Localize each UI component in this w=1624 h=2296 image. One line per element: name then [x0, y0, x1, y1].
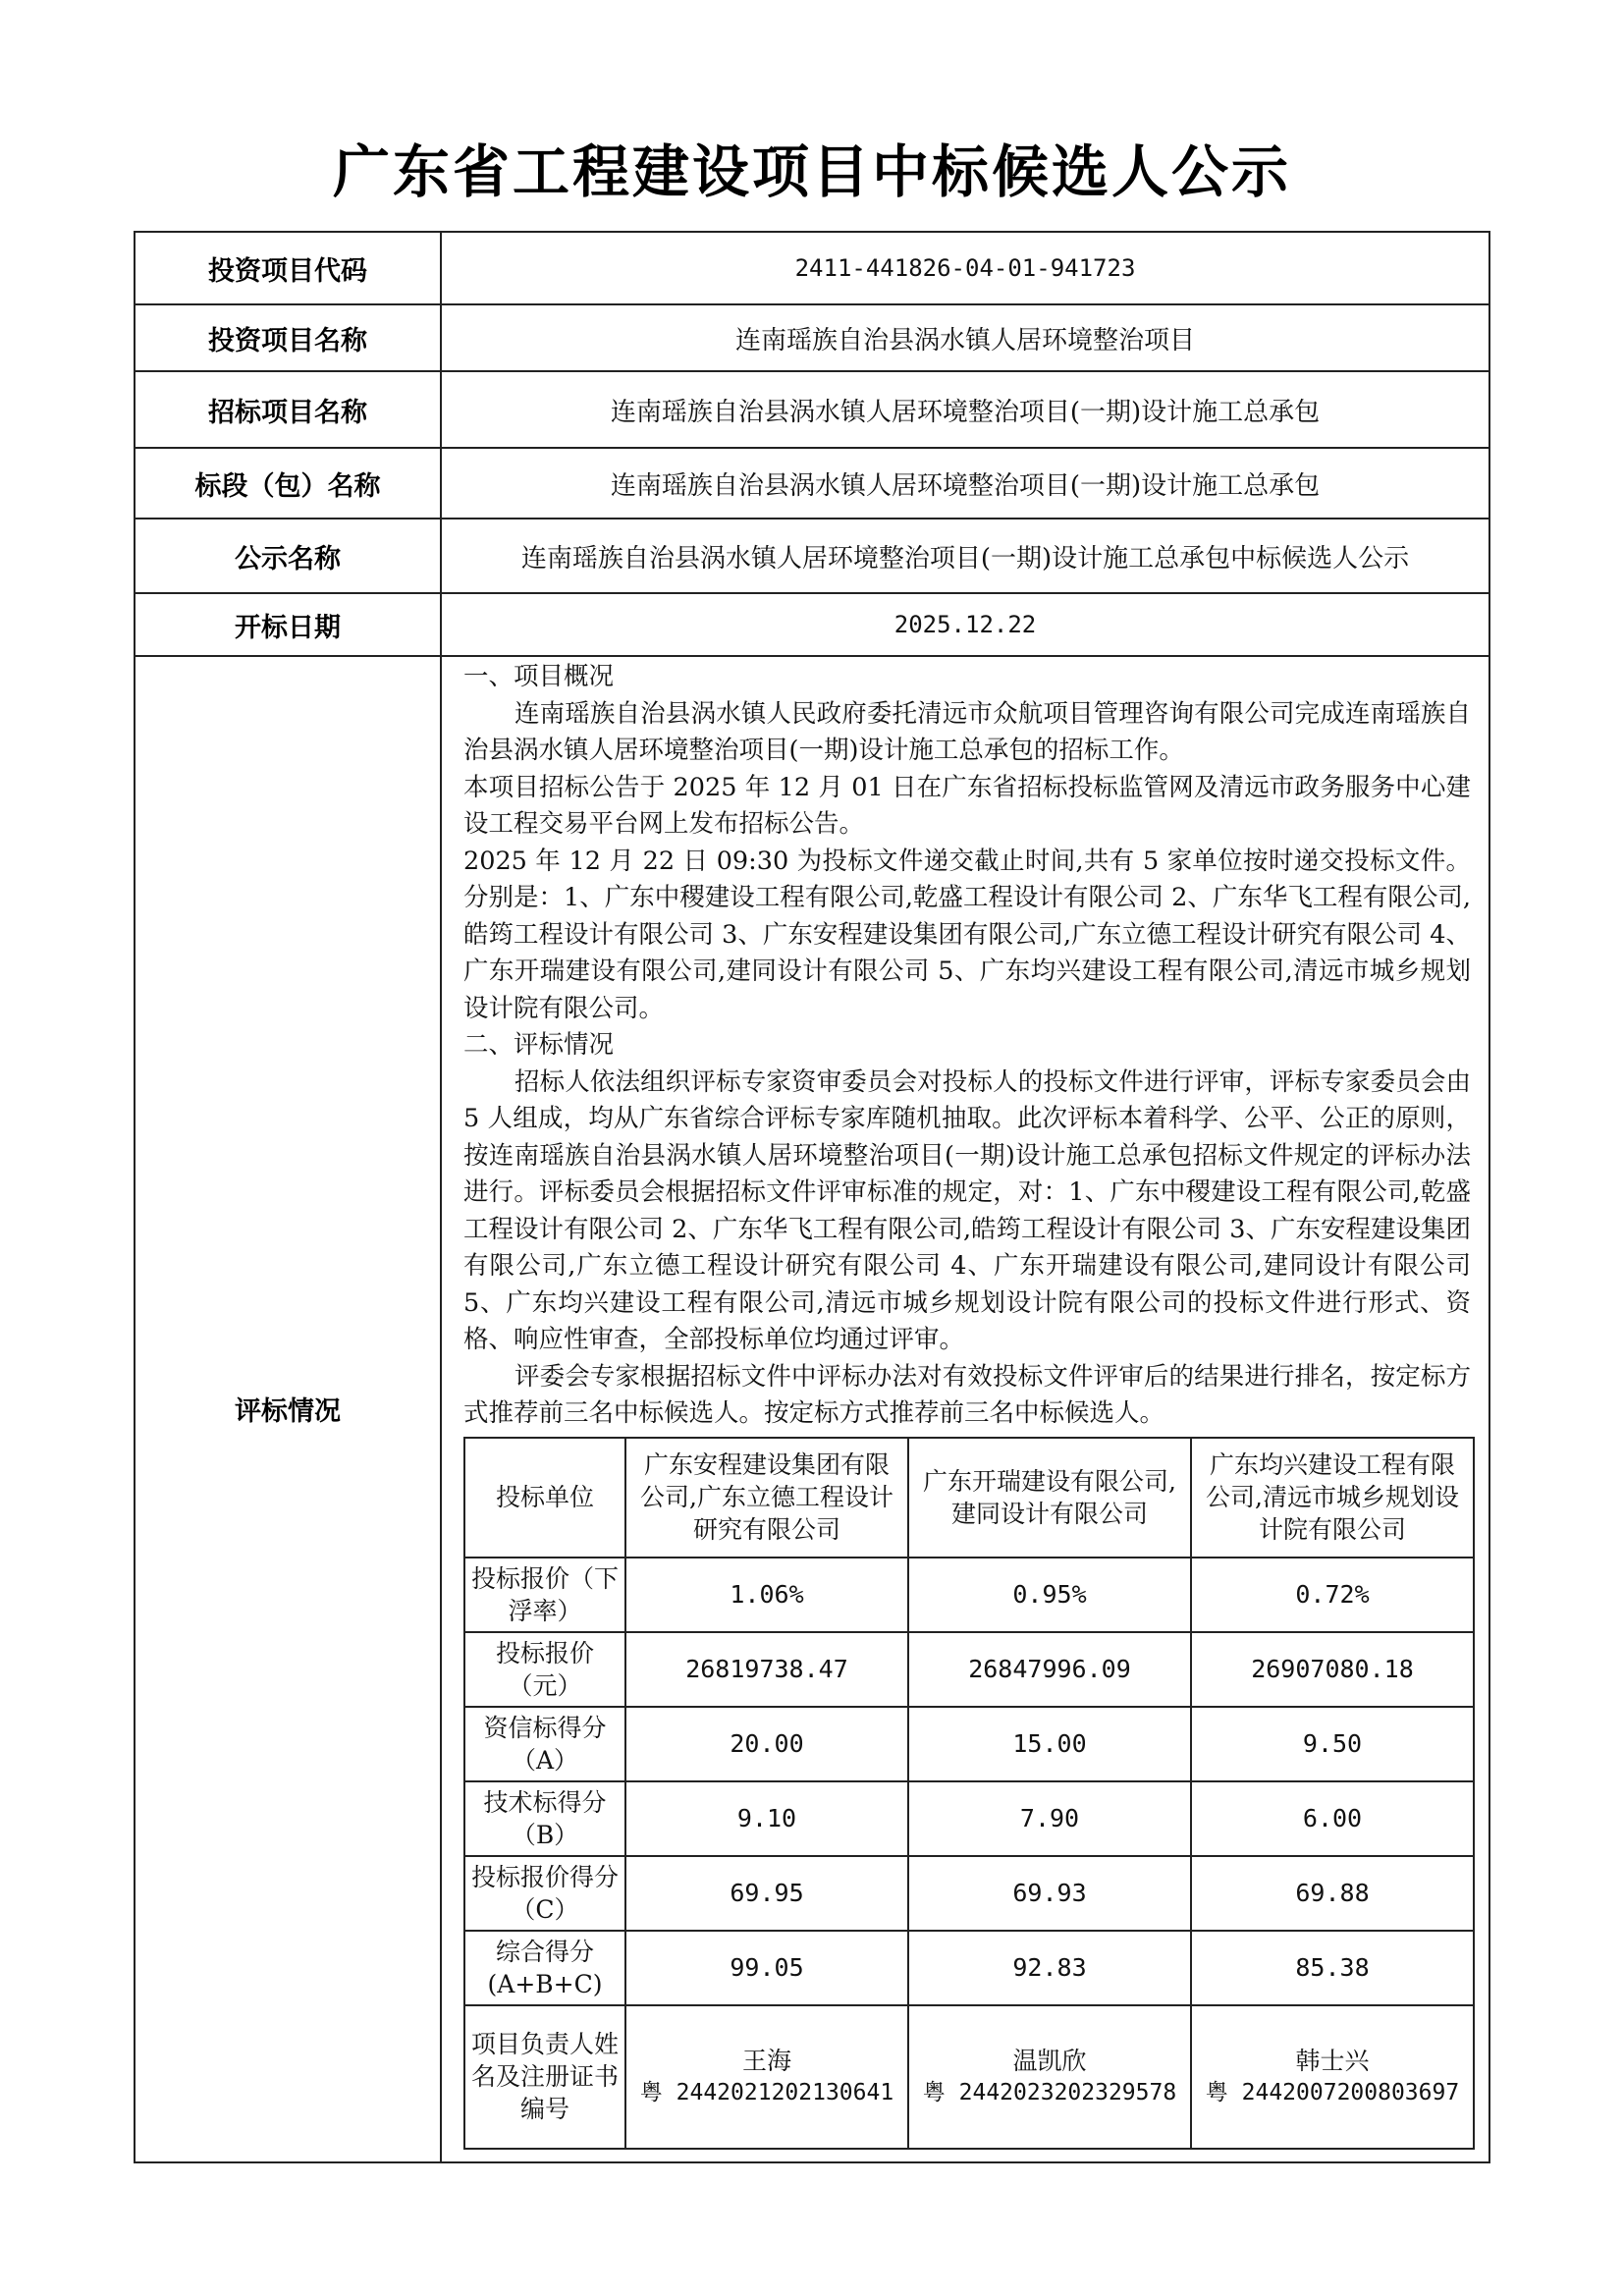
row-project-code: [135, 232, 1489, 304]
label-notice-name: 公示名称: [135, 519, 441, 593]
row-project-name: [135, 304, 1489, 371]
manager-cert: 粤 2442007200803697: [1205, 2079, 1460, 2105]
table-row-technical-score: [464, 1781, 1474, 1856]
table-cell: 69.93: [908, 1856, 1191, 1931]
table-cell: 69.95: [625, 1856, 908, 1931]
evaluation-content: [441, 656, 1489, 2162]
label-project-name: 投资项目名称: [135, 304, 441, 371]
row-label: 综合得分(A+B+C): [464, 1931, 625, 2005]
manager-name: 韩士兴: [1295, 2046, 1370, 2075]
row-label: 项目负责人姓名及注册证书编号: [464, 2005, 625, 2149]
table-cell: 20.00: [625, 1707, 908, 1781]
candidates-table: [463, 1437, 1475, 2150]
row-notice-name: [135, 519, 1489, 593]
table-cell: 92.83: [908, 1931, 1191, 2005]
table-cell: 99.05: [625, 1931, 908, 2005]
row-opening-date: [135, 593, 1489, 656]
value-notice-name: 连南瑶族自治县涡水镇人居环境整治项目(一期)设计施工总承包中标候选人公示: [441, 519, 1489, 593]
row-section-name: [135, 448, 1489, 519]
row-label: 投标报价（元）: [464, 1632, 625, 1707]
table-cell: 1.06%: [625, 1558, 908, 1632]
table-cell: 6.00: [1191, 1781, 1474, 1856]
table-cell: 0.72%: [1191, 1558, 1474, 1632]
manager-cell: [908, 2005, 1191, 2149]
row-tender-name: [135, 371, 1489, 448]
manager-cert: 粤 2442021202130641: [639, 2079, 894, 2105]
announcement-table: [134, 231, 1490, 2163]
table-cell: 9.50: [1191, 1707, 1474, 1781]
value-opening-date: 2025.12.22: [441, 593, 1489, 656]
row-label: 投标报价得分（C）: [464, 1856, 625, 1931]
value-project-code: 2411-441826-04-01-941723: [441, 232, 1489, 304]
label-evaluation: 评标情况: [135, 656, 441, 2162]
table-row-total-score: [464, 1931, 1474, 2005]
table-cell: 0.95%: [908, 1558, 1191, 1632]
table-row-discount-rate: [464, 1558, 1474, 1632]
paragraph-announcement: 本项目招标公告于 2025 年 12 月 01 日在广东省招标投标监管网及清远市政务服务中心建设工程交易平台网上发布招标公告。: [463, 772, 1471, 839]
table-cell: 69.88: [1191, 1856, 1474, 1931]
manager-cell: [625, 2005, 908, 2149]
table-row-project-manager: [464, 2005, 1474, 2149]
table-cell: 9.10: [625, 1781, 908, 1856]
manager-cert: 粤 2442023202329578: [922, 2079, 1177, 2105]
paragraph-evaluation-process: 招标人依法组织评标专家资审委员会对投标人的投标文件进行评审，评标专家委员会由 5 人组成，均从广东省综合评标专家库随机抽取。此次评标本着科学、公平、公正的原则，按连南瑶族自治县涡水镇人居环境整治项目(一期)设计施工总承包招标文件规定的评标办法进行。评标委员会根据招标文件评审标准的规定，对：1、广东中稷建设工程有限公司,乾盛工程设计有限公司 2、广东华飞工程有限公司,皓筠工程设计有限公司 3、广东安程建设集团有限公司,广东立德工程设计研究有限公司 4、广东开瑞建设有限公司,建同设计有限公司 5、广东均兴建设工程有限公司,清远市城乡规划设计院有限公司的投标文件进行形式、资格、响应性审查，全部投标单位均通过评审。: [463, 1066, 1471, 1354]
candidates-header-row: [464, 1438, 1474, 1558]
table-cell: 26907080.18: [1191, 1632, 1474, 1707]
table-cell: 26847996.09: [908, 1632, 1191, 1707]
manager-name: 王海: [741, 2046, 791, 2075]
table-row-credit-score: [464, 1707, 1474, 1781]
label-project-code: 投资项目代码: [135, 232, 441, 304]
manager-cell: [1191, 2005, 1474, 2149]
bidder-name: 广东安程建设集团有限公司,广东立德工程设计研究有限公司: [625, 1438, 908, 1558]
label-section-name: 标段（包）名称: [135, 448, 441, 519]
section-heading-evaluation: 二、评标情况: [463, 1030, 615, 1060]
label-tender-name: 招标项目名称: [135, 371, 441, 448]
table-cell: 85.38: [1191, 1931, 1474, 2005]
row-label: 技术标得分（B）: [464, 1781, 625, 1856]
bidder-name: 广东均兴建设工程有限公司,清远市城乡规划设计院有限公司: [1191, 1438, 1474, 1558]
section-heading-overview: 一、项目概况: [463, 662, 615, 691]
manager-name: 温凯欣: [1012, 2046, 1087, 2075]
table-cell: 7.90: [908, 1781, 1191, 1856]
row-evaluation: [135, 656, 1489, 2162]
paragraph-ranking: 评委会专家根据招标文件中评标办法对有效投标文件评审后的结果进行排名，按定标方式推荐前三名中标候选人。按定标方式推荐前三名中标候选人。: [463, 1361, 1471, 1428]
table-row-price-score: [464, 1856, 1474, 1931]
row-label: 资信标得分（A）: [464, 1707, 625, 1781]
page-title: 广东省工程建设项目中标候选人公示: [332, 138, 1291, 205]
paragraph-submissions: 2025 年 12 月 22 日 09:30 为投标文件递交截止时间,共有 5 家单位按时递交投标文件。分别是：1、广东中稷建设工程有限公司,乾盛工程设计有限公司 2、广东华飞工程有限公司,皓筠工程设计有限公司 3、广东安程建设集团有限公司,广东立德工程设计研究有限公司 4、广东开瑞建设有限公司,建同设计有限公司 5、广东均兴建设工程有限公司,清远市城乡规划设计院有限公司。: [463, 846, 1471, 1023]
label-opening-date: 开标日期: [135, 593, 441, 656]
value-tender-name: 连南瑶族自治县涡水镇人居环境整治项目(一期)设计施工总承包: [441, 371, 1489, 448]
table-cell: 26819738.47: [625, 1632, 908, 1707]
table-row-bid-price: [464, 1632, 1474, 1707]
table-cell: 15.00: [908, 1707, 1191, 1781]
header-bidder-label: 投标单位: [464, 1438, 625, 1558]
value-section-name: 连南瑶族自治县涡水镇人居环境整治项目(一期)设计施工总承包: [441, 448, 1489, 519]
value-project-name: 连南瑶族自治县涡水镇人居环境整治项目: [441, 304, 1489, 371]
row-label: 投标报价（下浮率）: [464, 1558, 625, 1632]
bidder-name: 广东开瑞建设有限公司,建同设计有限公司: [908, 1438, 1191, 1558]
paragraph-entrustment: 连南瑶族自治县涡水镇人民政府委托清远市众航项目管理咨询有限公司完成连南瑶族自治县涡水镇人居环境整治项目(一期)设计施工总承包的招标工作。: [463, 698, 1471, 765]
